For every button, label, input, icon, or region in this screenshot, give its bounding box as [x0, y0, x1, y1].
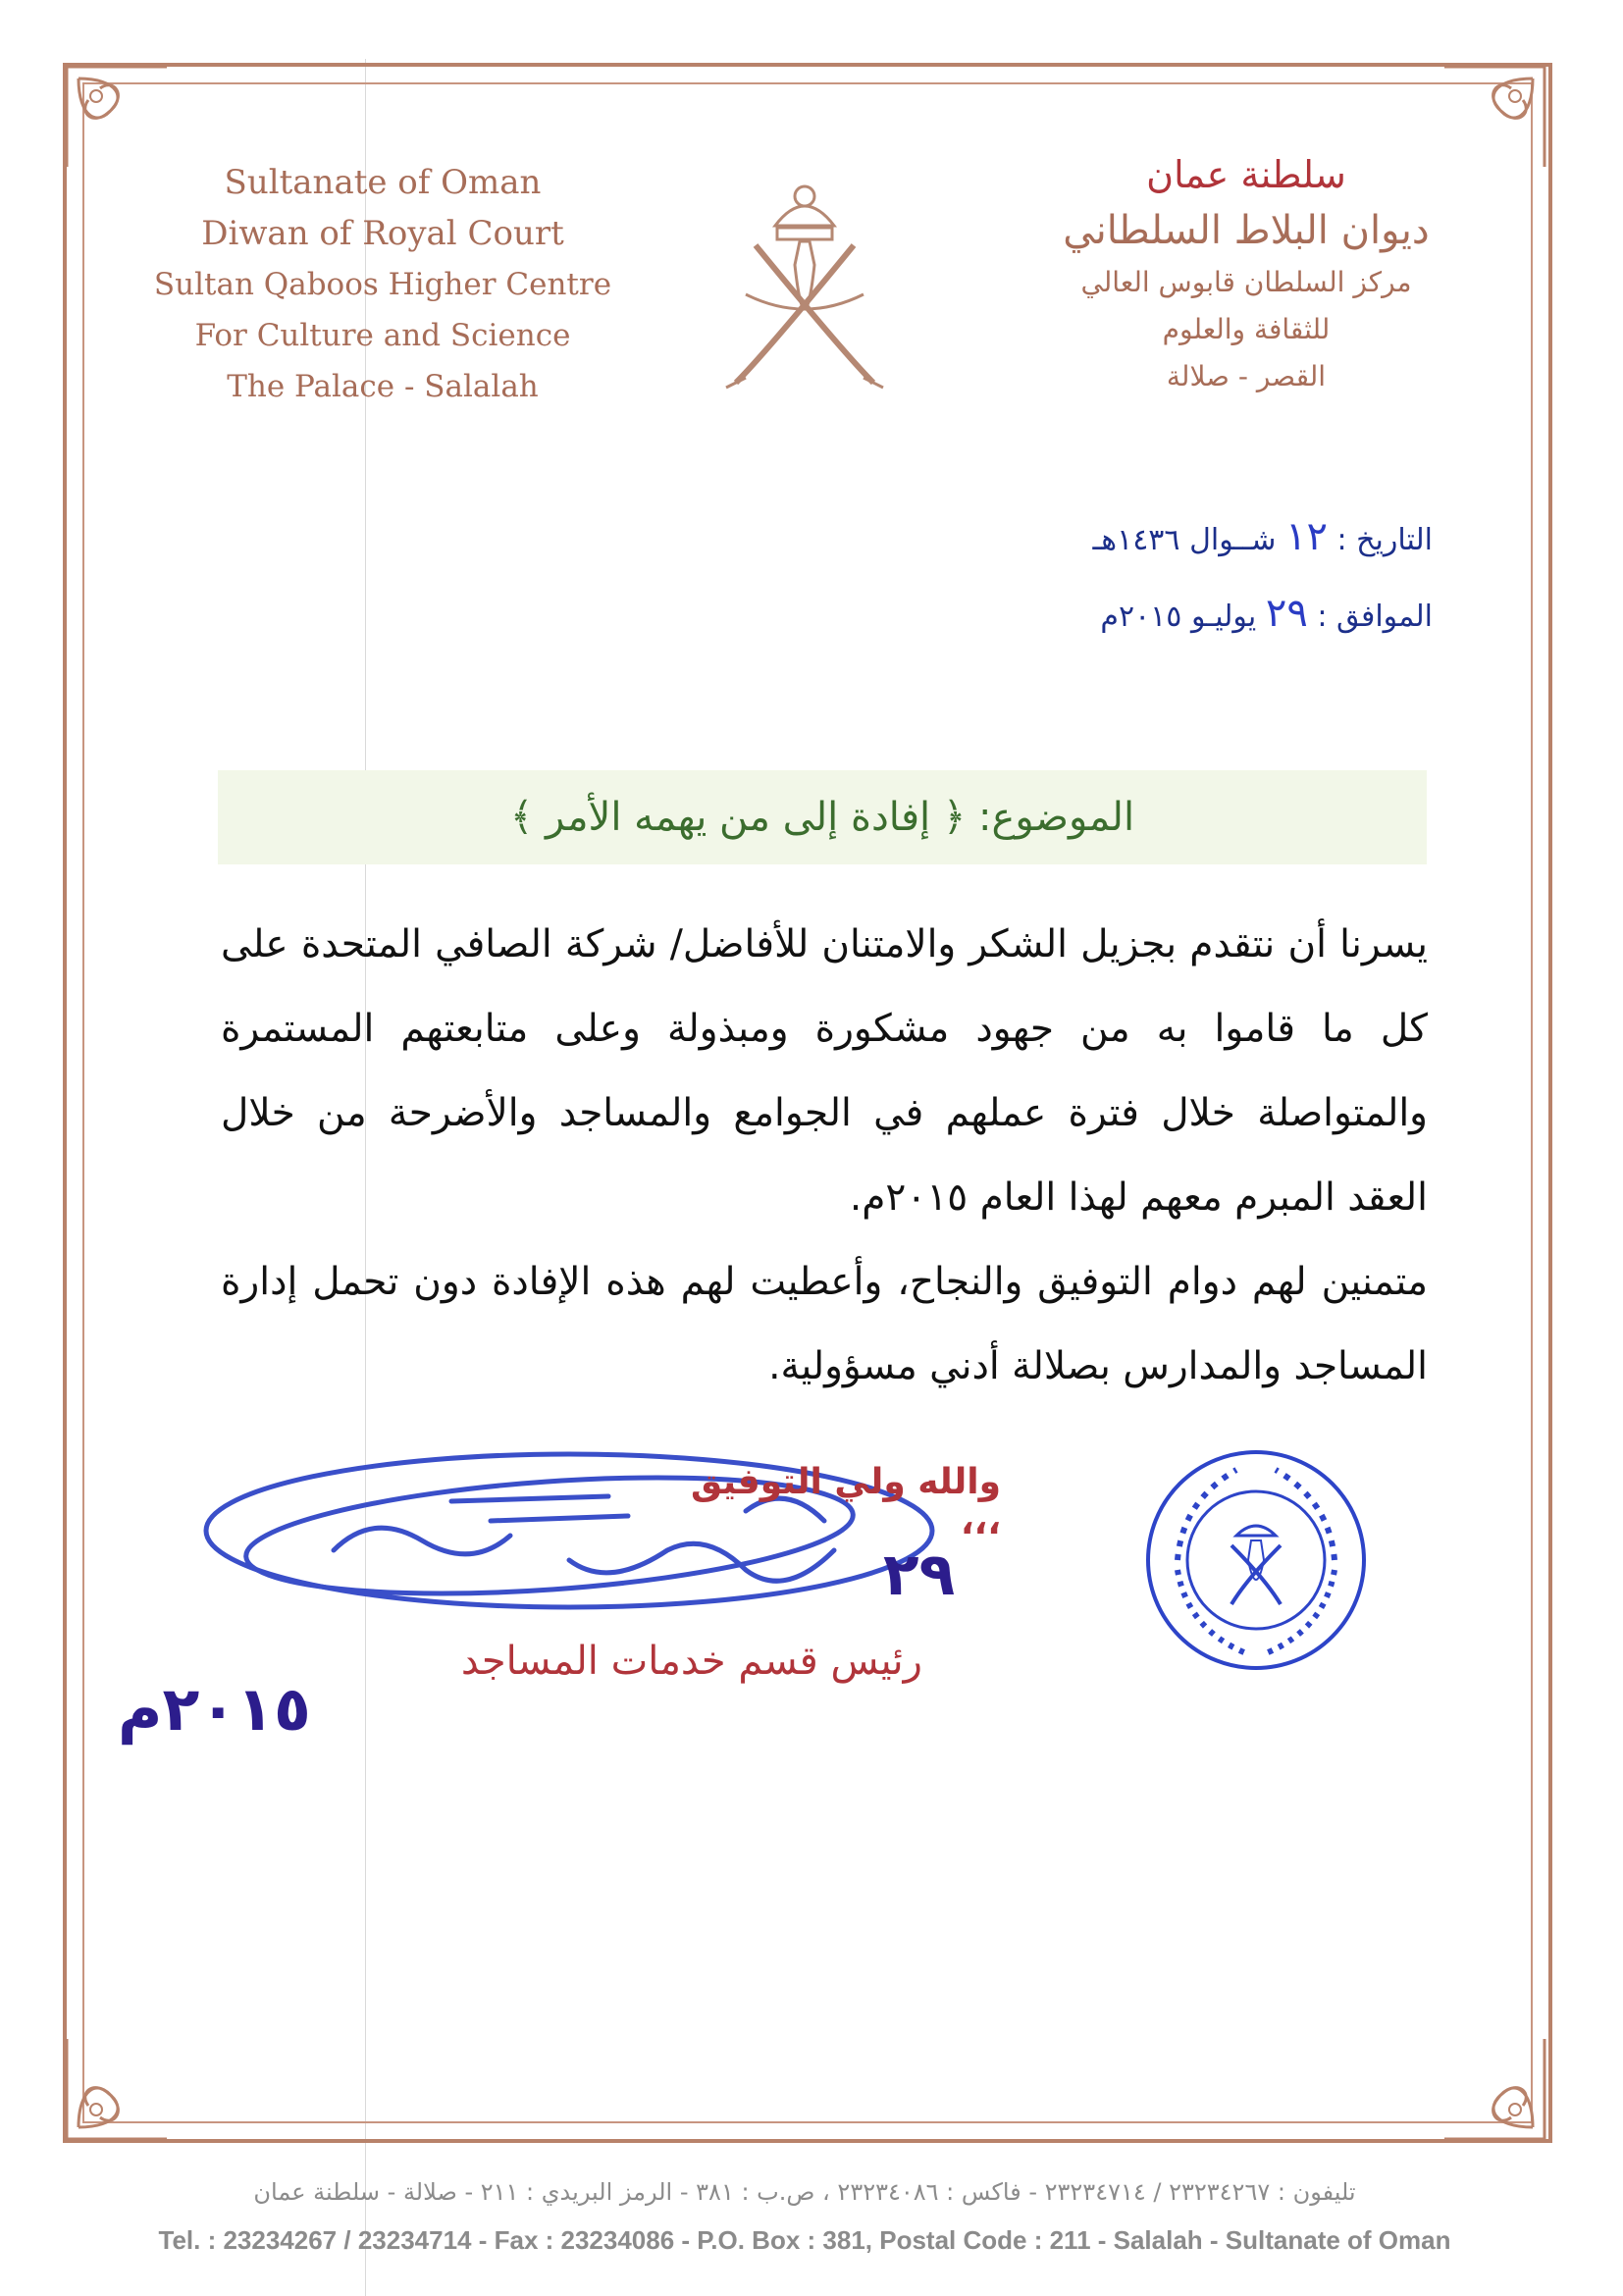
date-block: [1040, 500, 1433, 653]
gregorian-date-label: الموافق :: [1317, 600, 1433, 634]
corner-ornament-icon: [1435, 2029, 1552, 2147]
header-en-line1: Sultanate of Oman: [224, 163, 542, 202]
header-ar-line5: القصر - صلالة: [1166, 360, 1327, 392]
gregorian-date-rest: يوليـو ٢٠١٥م: [1100, 600, 1257, 634]
corner-ornament-icon: [59, 2029, 177, 2147]
subject-label: الموضوع:: [978, 795, 1135, 840]
letterhead-arabic: [991, 147, 1501, 400]
signature-day: ٢٩: [883, 1540, 956, 1609]
gregorian-date-day: ٢٩: [1265, 591, 1308, 636]
hijri-date-label: التاريخ :: [1336, 523, 1433, 557]
letter-body: [221, 903, 1428, 1409]
signatory-title: رئيس قسم خدمات المساجد: [460, 1639, 922, 1684]
header-ar-line1: سلطنة عمان: [1146, 153, 1346, 196]
header-en-line4: For Culture and Science: [194, 318, 571, 353]
hijri-date-day: ١٢: [1284, 514, 1328, 559]
closing-phrase: والله ولي التوفيق ،،،: [691, 1462, 1001, 1542]
hijri-date: [1040, 500, 1433, 577]
hijri-date-rest: شــوال ١٤٣٦هـ: [1092, 523, 1277, 557]
footer-contact-english: Tel. : 23234267 / 23234714 - Fax : 23234086 - P.O. Box : 381, Postal Code : 211 - Salalah - Sultanate of Oman: [158, 2225, 1451, 2255]
subject-line: [218, 785, 1427, 850]
header-ar-line3: مركز السلطان قابوس العالي: [1080, 266, 1412, 298]
body-paragraph-1: يسرنا أن نتقدم بجزيل الشكر والامتنان للأفاضل/ شركة الصافي المتحدة على كل ما قاموا به من جهود مشكورة ومبذولة وعلى متابعتهم المستمرة والمتواصلة خلال فترة عملهم في الجوامع والمساجد والأضرحة من خلال العقد المبرم معهم لهذا العام ٢٠١٥م.: [221, 922, 1428, 1220]
letterhead-english: [128, 157, 638, 412]
header-en-line5: The Palace - Salalah: [227, 369, 539, 404]
subject-text: ﴿ إفادة إلى من يهمه الأمر ﴾: [509, 795, 967, 840]
header-en-line2: Diwan of Royal Court: [201, 214, 564, 253]
header-en-line3: Sultan Qaboos Higher Centre: [153, 267, 612, 302]
header-ar-line4: للثقافة والعلوم: [1162, 313, 1331, 345]
footer-contact-arabic: تليفون : ٢٣٢٣٤٢٦٧ / ٢٣٢٣٤٧١٤ - فاكس : ٢٣٢٣٤٠٨٦ ، ص.ب : ٣٨١ - الرمز البريدي : ٢١١ - صلالة - سلطنة عمان: [253, 2178, 1356, 2206]
header-ar-line2: ديوان البلاط السلطاني: [1063, 208, 1430, 253]
body-paragraph-2: متمنين لهم دوام التوفيق والنجاح، وأعطيت لهم هذه الإفادة دون تحمل إدارة المساجد والمدارس بصلالة أدني مسؤولية.: [221, 1260, 1428, 1388]
gregorian-date: [1040, 577, 1433, 653]
oman-khanjar-emblem-icon: [707, 157, 903, 422]
signature-year: ٢٠١٥م: [118, 1673, 311, 1745]
official-seal-icon: [1138, 1442, 1374, 1678]
